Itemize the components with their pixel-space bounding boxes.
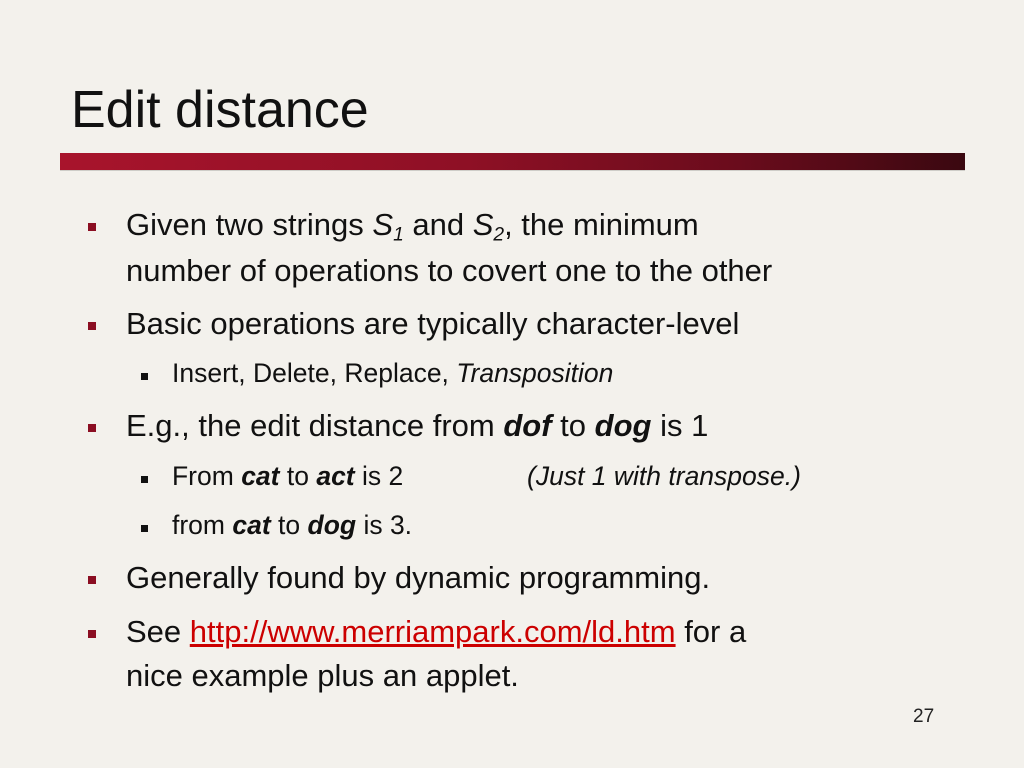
page-number: 27 [913,706,935,727]
bullet-see-link [126,614,746,650]
bullet-example [126,408,708,444]
sub-bullet-marker [141,525,148,532]
bullet-text: , the minimum [504,207,699,242]
bullet-marker [88,576,96,584]
bullet-text: for a [675,614,747,649]
bullet-given-two-strings-cont: number of operations to covert one to the other [126,253,773,288]
symbol-s: S [472,207,494,242]
subscript: 2 [493,224,505,246]
bullet-marker [88,630,96,638]
word-emphasis: dog [594,408,652,443]
word-emphasis: dof [503,408,552,443]
bullet-text: and [403,207,473,242]
bullet-text: E.g., the edit distance from [126,408,504,443]
bullet-basic-operations: Basic operations are typically character-level [126,306,740,341]
bullet-dynamic-programming: Generally found by dynamic programming. [126,560,711,595]
bullet-text: is 1 [651,408,709,443]
sub-bullet-cat-act [172,461,403,492]
word-emphasis: act [316,461,355,491]
bullet-marker [88,223,96,231]
bullet-text: to [551,408,595,443]
bullet-marker [88,322,96,330]
sub-bullet-marker [141,476,148,483]
bullet-see-link-cont: nice example plus an applet. [126,658,519,693]
bullet-text-italic: Transposition [456,358,614,388]
word-emphasis: cat [232,510,271,540]
bullet-text: to [279,461,317,491]
bullet-text: is 2 [354,461,404,491]
bullet-text: Insert, Delete, Replace, [172,358,457,388]
symbol-s: S [372,207,394,242]
word-emphasis: dog [307,510,357,540]
slide-title: Edit distance [71,81,369,139]
bullet-text: from [172,510,233,540]
word-emphasis: cat [241,461,280,491]
bullet-text: Given two strings [126,207,373,242]
sub-bullet-cat-dog [172,510,412,541]
bullet-text: From [172,461,242,491]
sub-bullet-operations-list [172,358,613,389]
bullet-text: is 3. [356,510,413,540]
sub-bullet-marker [141,373,148,380]
merriampark-link[interactable]: http://www.merriampark.com/ld.htm [189,614,676,649]
bullet-text: See [126,614,190,649]
bullet-marker [88,424,96,432]
transpose-note: (Just 1 with transpose.) [527,461,801,491]
bullet-text: to [270,510,308,540]
bullet-given-two-strings [126,207,699,246]
subscript: 1 [393,224,404,246]
